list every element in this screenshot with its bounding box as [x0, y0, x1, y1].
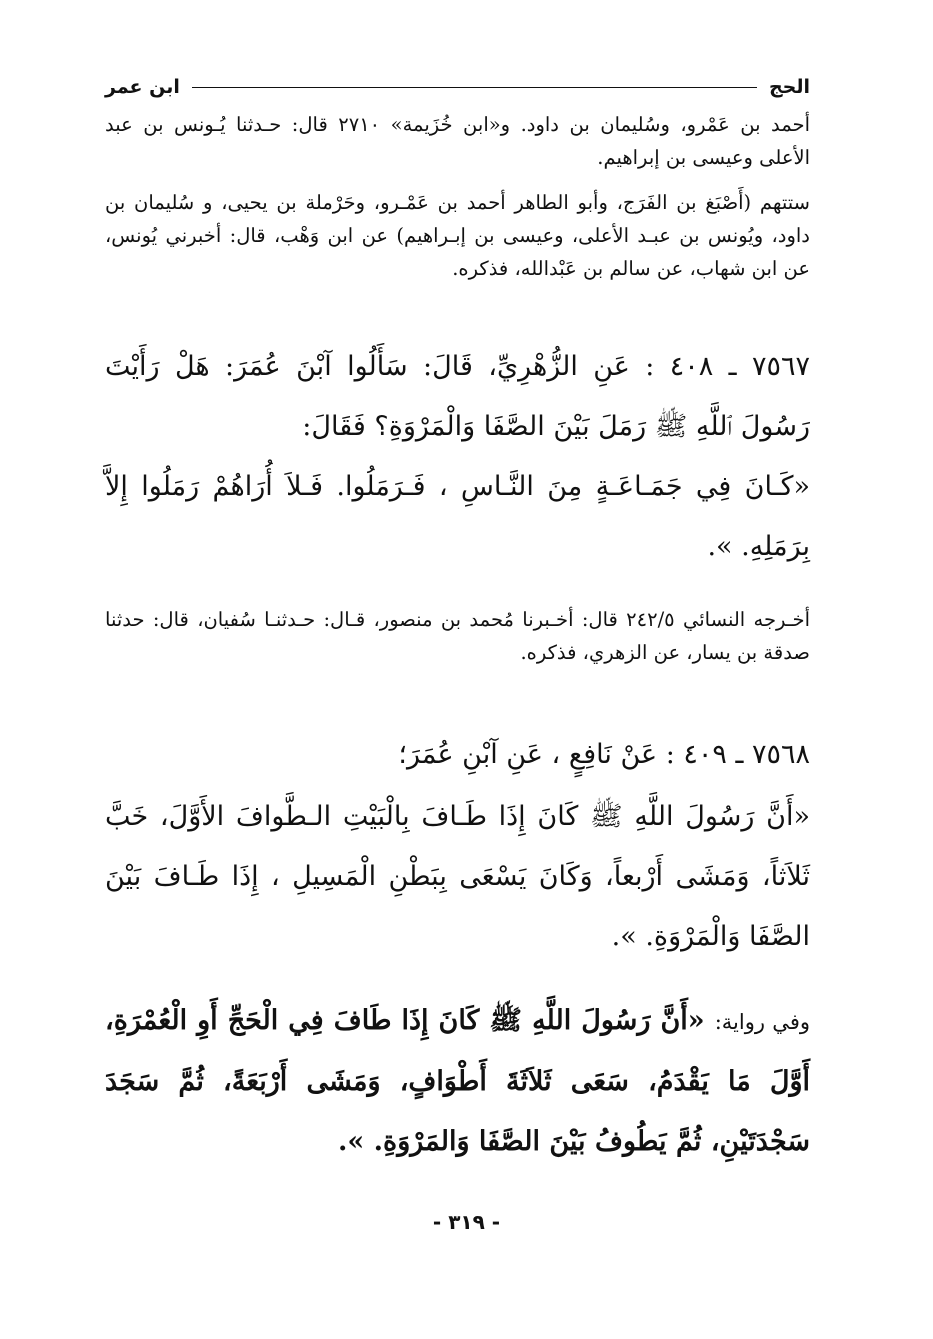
page-number-value: ٣١٩	[448, 1210, 485, 1234]
source-paragraph-1: أحمد بن عَمْرو، وسُليمان بن داود. و«ابن خُزَيمة» ٢٧١٠ قال: حـدثنا يُـونس بن عبد الأعلى وعيسى بن إبراهيم.	[105, 113, 810, 169]
header-rule	[192, 87, 757, 88]
variant-narration	[105, 991, 810, 1172]
isnad-paragraph: ستتهم (أَصْبَغ بن الفَرَج، وأبو الطاهر أحمد بن عَمْـرو، وحَرْملة بن يحيى، و سُليمان بن داود، ويُونس بن عبـد الأعلى، وعيسى بن إبـراهيم) عن ابن وَهْب، قال: أخبرني يُونس، عن ابن شهاب، عن سالم بن عَبْدالله، فذكره.	[105, 191, 810, 280]
page-number-dash-left: -	[432, 1210, 442, 1234]
page-number-dash-right: -	[491, 1210, 501, 1234]
source-paragraph-2: أخـرجه النسائي ٢٤٢/٥ قال: أخـبرنا مُحمد بن منصور، قـال: حـدثنـا سُفيان، قال: حدثنا صدقة بن يسار، عن الزهري، فذكره.	[105, 608, 810, 664]
page-number	[0, 1210, 933, 1234]
header-narrator-title: ابن عمر	[105, 76, 180, 98]
page-body	[105, 72, 810, 1172]
running-header	[105, 72, 810, 102]
hadith-7568-text: «أَنَّ رَسُولَ اللَّهِ ﷺ كَانَ إِذَا طَـافَ بِالْبَيْتِ الـطَّوافَ الأَوَّلَ، خَبَّ ثَلاَثاً، وَمَشَى أَرْبعاً، وَكَانَ يَسْعَى بِبَطْنِ الْمَسِيلِ ، إِذَا طَـافَ بَيْنَ الصَّفَا وَالْمَرْوَةِ. ».	[105, 801, 810, 952]
variant-lead-label: وفي رواية:	[714, 1010, 810, 1034]
header-chapter-title: الحج	[768, 76, 810, 98]
hadith-7567-heading: ٧٥٦٧ ـ ٤٠٨ : عَنِ الزُّهْرِيِّ، قَالَ: سَأَلُوا آبْنَ عُمَرَ: هَلْ رَأَيْتَ رَسُولَ ٱللَّهِ ﷺ رَمَلَ بَيْنَ الصَّفَا وَالْمَرْوَةِ؟ فَقَالَ:	[105, 351, 810, 442]
hadith-7568-heading: ٧٥٦٨ ـ ٤٠٩ : عَنْ نَافِعٍ ، عَنِ آبْنِ عُمَرَ؛	[398, 739, 810, 770]
hadith-7567-text: «كَـانَ فِي جَمَـاعَـةٍ مِنَ النَّـاسِ ، فَـرَمَلُوا. فَـلاَ أُرَاهُمْ رَمَلُوا إِلاَّ بِرَمَلِهِ. ».	[105, 471, 810, 562]
variant-text: «أَنَّ رَسُولَ اللَّهِ ﷺ كَانَ إِذَا طَافَ فِي الْحَجِّ أَوِ الْعُمْرَةِ، أَوَّلَ مَا يَقْدَمُ، سَعَى ثَلاَثَةَ أَطْوَافٍ، وَمَشَى أَرْبَعَةً، ثُمَّ سَجَدَ سَجْدَتَيْنِ، ثُمَّ يَطُوفُ بَيْنَ الصَّفَا وَالمَرْوَةِ. ».	[105, 1005, 810, 1157]
